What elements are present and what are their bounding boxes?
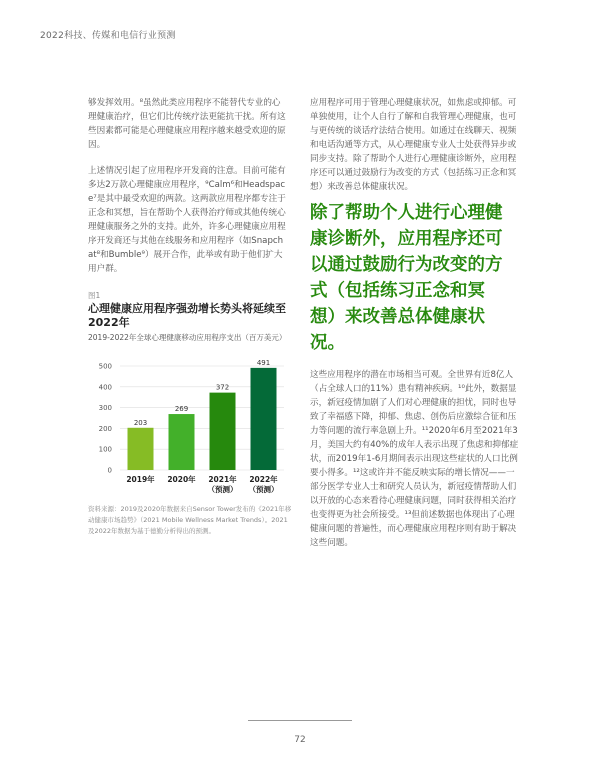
data-label: 269 — [174, 405, 189, 414]
y-tick-label: 400 — [98, 383, 112, 392]
figure-source: 资料来源：2019及2020年数据来自Sensor Tower发布的《2021年移动健康市场趋势》（2021 Mobile Wellness Market Trends）。2021及2022年数据为基于德勤分析得出的预测。 — [88, 505, 292, 535]
category-label: 2021年 — [208, 475, 237, 484]
category-label: 2022年 — [249, 475, 278, 484]
bar — [128, 428, 154, 470]
category-label: 2020年 — [167, 475, 196, 484]
category-label: 2019年 — [126, 475, 155, 484]
right-column-lower — [310, 368, 520, 550]
pull-quote: 除了帮助个人进行心理健康诊断外，应用程序还可以通过鼓励行为改变的方式（包括练习正念和冥想）来改善总体健康状况。 — [310, 203, 503, 353]
y-tick-label: 100 — [98, 445, 112, 454]
left-paragraph-1: 够发挥效用。⁸虽然此类应用程序不能替代专业的心理健康治疗，但它们比传统疗法更能抗干扰。所有这些因素都可能是心理健康应用程序越来越受欢迎的原因。 — [88, 98, 286, 150]
figure-title: 心理健康应用程序强劲增长势头将延续至2022年 — [88, 302, 286, 329]
figure-label: 图1 — [88, 291, 101, 300]
y-tick-label: 200 — [98, 424, 112, 433]
right-paragraph-1: 应用程序可用于管理心理健康状况，如焦虑或抑郁。可单独使用，让个人自行了解和自我管理心理健康，也可与更传统的谈话疗法结合使用。如通过在线聊天、视频和电话沟通等方式，从心理健康专业人士处获得异步或同步支持。除了帮助个人进行心理健康诊断外，应用程序还可以通过鼓励行为改变的方式（包括练习正念和冥想）来改善总体健康状况。 — [310, 98, 517, 192]
figure-subtitle: 2019-2022年全球心理健康移动应用程序支出（百万美元） — [88, 333, 287, 342]
data-label: 203 — [133, 418, 148, 427]
bar — [210, 393, 236, 470]
y-tick-label: 300 — [98, 404, 112, 413]
left-paragraph-2: 上述情况引起了应用程序开发商的注意。目前可能有多达2万款心理健康应用程序，⁹Calm⁶和Headspace⁷是其中最受欢迎的两款。这两款应用程序都专注于正念和冥想，旨在帮助个人获得治疗师或其他传统心理健康服务之外的支持。此外，许多心理健康应用程序开发商还与其他在线服务和应用程序（如Snapchat⁸和Bumble⁹）展开合作，此举或有助于他们扩大用户群。 — [88, 166, 286, 274]
bar-chart — [88, 356, 288, 501]
page-number: 72 — [294, 735, 306, 745]
y-tick-label: 500 — [98, 362, 112, 371]
category-label: （预测） — [207, 485, 238, 494]
category-label: （预测） — [248, 485, 279, 494]
data-label: 491 — [256, 358, 271, 367]
right-paragraph-2: 这些应用程序的潜在市场相当可观。全世界有近8亿人（占全球人口的11%）患有精神疾病。¹⁰此外，数据显示，新冠疫情加剧了人们对心理健康的担忧，同时也导致了幸福感下降，抑郁、焦虑、创伤后应激综合征和压力等问题的流行率急剧上升。¹¹2020年6月至2021年3月，美国大约有40%的成年人表示出现了焦虑和抑郁症状，而2019年1-6月期间表示出现这些症状的人口比例要小得多。¹²这或许并不能反映实际的增长情况——一部分医学专业人士和研究人员认为，新冠疫情帮助人们以开放的心态来看待心理健康问题，同时获得相关治疗也变得更为社会所接受。¹³但前述数据也体现出了心理健康问题的普遍性，而心理健康应用程序则有助于解决这些问题。 — [310, 370, 519, 548]
y-tick-label: 0 — [107, 466, 112, 475]
bar — [251, 368, 277, 470]
bar — [169, 414, 195, 470]
footer-divider — [248, 720, 352, 721]
report-header: 2022科技、传媒和电信行业预测 — [40, 31, 176, 41]
left-column — [88, 96, 288, 276]
data-label: 372 — [215, 383, 230, 392]
right-column — [310, 96, 520, 194]
